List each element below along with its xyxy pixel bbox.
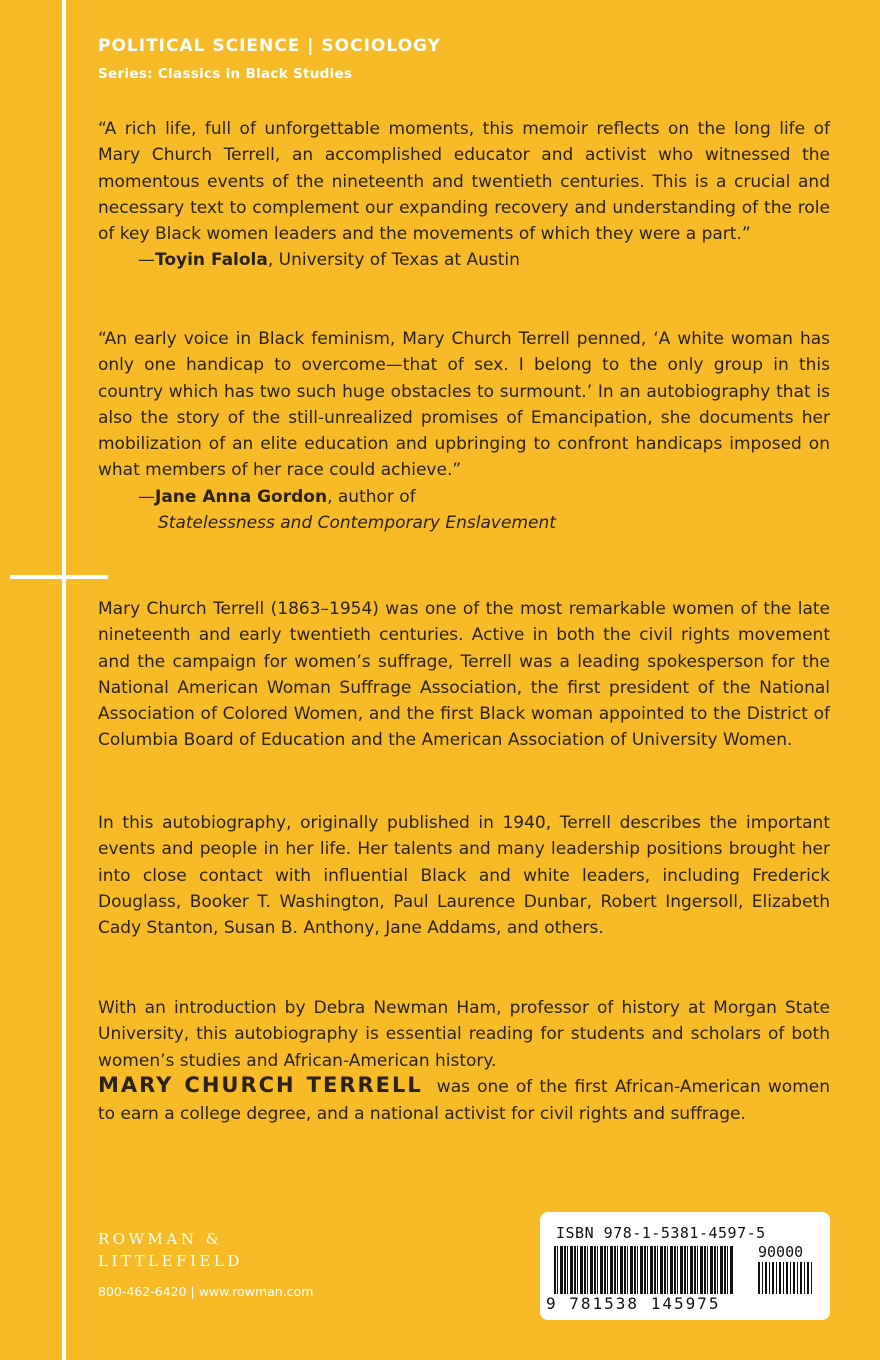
publisher-contact: 800-462-6420 | www.rowman.com	[98, 1284, 314, 1299]
endorser-book-title: Statelessness and Contemporary Enslavement	[158, 513, 556, 534]
author-bio-text: was one of the first African-American women to earn a college degree, and a national activist for civil rights and suffrage.	[98, 1077, 830, 1124]
series-label: Series: Classics in Black Studies	[98, 66, 353, 82]
endorsement-2-text: “An early voice in Black feminism, Mary Church Terrell penned, ‘A white woman has only one handicap to overcome—that of sex. I belong to the only group in this country which has two such huge obstacles to surmount.’ In an autobiography that is also the story of the still-unrealized promises of Emancipation, she documents her mobilization of an elite education and upbringing to confront handicaps imposed on what members of her race could achieve.”	[98, 329, 830, 481]
description-paragraph-2: In this autobiography, originally published in 1940, Terrell describes the important events and people in her life. Her talents and many leadership positions brought her into close contact with influential Black and white leaders, including Frederick Douglass, Booker T. Washington, Paul Laurence Dunbar, Robert Ingersoll, Elizabeth Cady Stanton, Susan B. Anthony, Jane Addams, and others.	[98, 813, 830, 939]
author-name: MARY CHURCH TERRELL	[98, 1073, 423, 1097]
publisher-logo-line1: ROWMAN &	[98, 1230, 223, 1248]
author-bio	[98, 1072, 830, 1128]
description-paragraph-3: With an introduction by Debra Newman Ham, professor of history at Morgan State University, this autobiography is essential reading for students and scholars of both women’s studies and African-American history.	[98, 998, 830, 1071]
ean-number: 9 781538 145975	[546, 1294, 721, 1313]
endorser-name: Jane Anna Gordon	[155, 486, 328, 507]
description-paragraph-1: Mary Church Terrell (1863–1954) was one of the most remarkable women of the late nineteenth and early twentieth centuries. Active in both the civil rights movement and the campaign for women’s suffrage, Terrell was a leading spokesperson for the National American Woman Suffrage Association, the first president of the National Association of Colored Women, and the first Black woman appointed to the District of Columbia Board of Education and the American Association of University Women.	[98, 599, 830, 751]
endorsement-1	[98, 116, 830, 274]
endorsement-1-text: “A rich life, full of unforgettable moments, this memoir reflects on the long life of Mary Church Terrell, an accomplished educator and activist who witnessed the momentous events of the nineteenth and twentieth centuries. This is a crucial and necessary text to complement our expanding recovery and understanding of the role of key Black women leaders and the movements of which they were a part.”	[98, 119, 830, 245]
horizontal-rule	[10, 575, 108, 579]
barcode-bars	[554, 1246, 734, 1294]
endorser-affiliation: , University of Texas at Austin	[267, 250, 520, 271]
barcode	[540, 1212, 830, 1320]
endorsement-1-attribution: —Toyin Falola, University of Texas at Austin	[138, 250, 520, 271]
endorser-affiliation: , author of	[327, 486, 416, 507]
publisher-logo-line2: LITTLEFIELD	[98, 1252, 243, 1270]
price-barcode-bars	[758, 1262, 814, 1294]
endorsement-2-attribution: —Jane Anna Gordon, author of	[138, 486, 416, 507]
endorser-name: Toyin Falola	[155, 250, 268, 271]
category-label: POLITICAL SCIENCE | SOCIOLOGY	[98, 36, 441, 56]
vertical-rule	[62, 0, 66, 1360]
isbn-label: ISBN 978-1-5381-4597-5	[556, 1224, 766, 1242]
price-code: 90000	[758, 1243, 804, 1261]
endorsement-2	[98, 326, 830, 536]
